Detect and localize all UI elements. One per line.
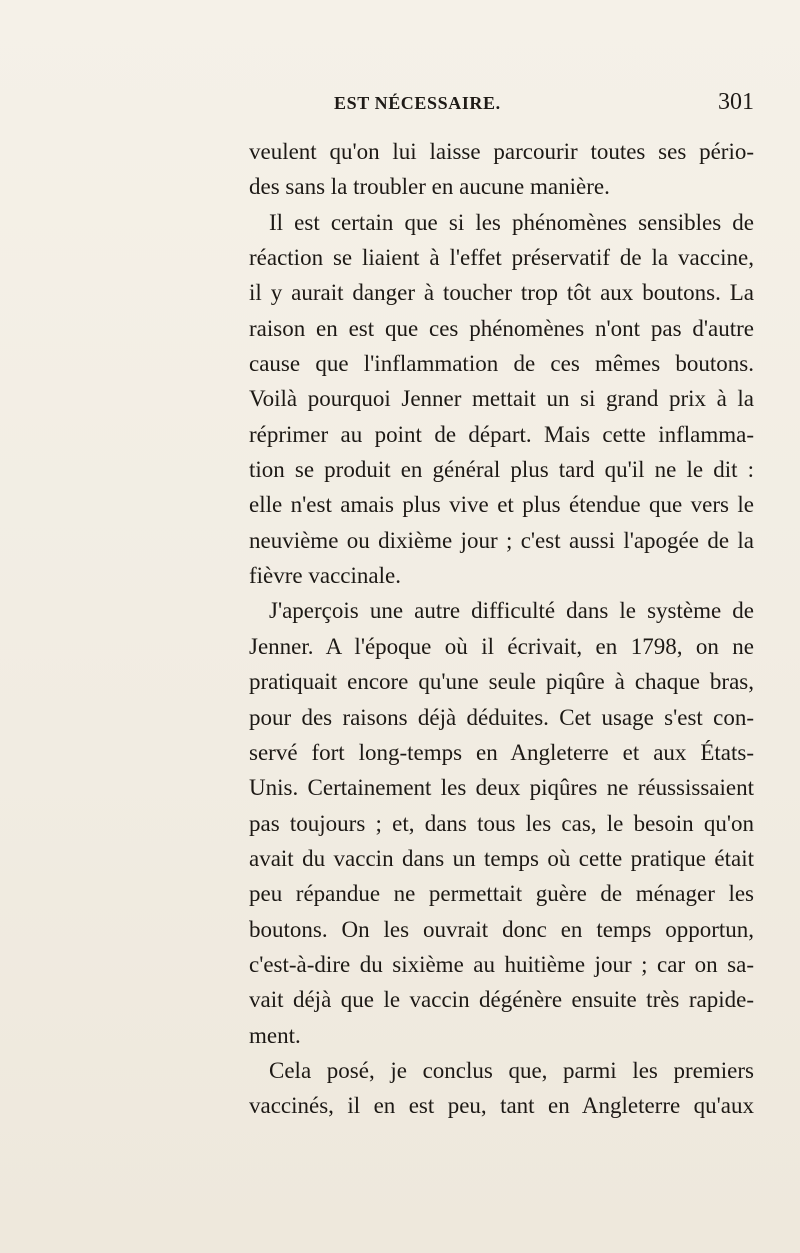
text-line: vait déjà que le vaccin dégénère ensuite très rapide-	[249, 987, 754, 1013]
text-line: tion se produit en général plus tard qu'il ne le dit :	[249, 457, 754, 483]
text-line: c'est-à-dire du sixième au huitième jour ; car on sa-	[249, 951, 754, 977]
text-line: vaccinés, il en est peu, tant en Angleterre qu'aux	[249, 1093, 754, 1119]
text-line: ment.	[249, 1022, 301, 1048]
text-line: il y aurait danger à toucher trop tôt aux boutons. La	[249, 280, 754, 306]
text-line: Il est certain que si les phénomènes sensibles de	[269, 209, 754, 235]
text-line: pour des raisons déjà déduites. Cet usage s'est con-	[249, 704, 754, 730]
body-text	[249, 134, 754, 1124]
text-line: servé fort long-temps en Angleterre et aux États-	[249, 739, 754, 765]
text-line: Unis. Certainement les deux piqûres ne réussissaient	[249, 775, 754, 801]
text-line: Voilà pourquoi Jenner mettait un si grand prix à la	[249, 386, 754, 412]
text-line: réaction se liaient à l'effet préservatif de la vaccine,	[249, 245, 754, 271]
text-line: pratiquait encore qu'une seule piqûre à chaque bras,	[249, 669, 754, 695]
text-line: Cela posé, je conclus que, parmi les premiers	[269, 1057, 754, 1083]
running-header	[250, 89, 754, 123]
text-line: J'aperçois une autre difficulté dans le système de	[269, 598, 754, 624]
text-line: boutons. On les ouvrait donc en temps opportun,	[249, 916, 754, 942]
text-line: veulent qu'on lui laisse parcourir toutes ses pério-	[249, 139, 754, 164]
text-line: pas toujours ; et, dans tous les cas, le besoin qu'on	[249, 810, 754, 836]
text-line: réprimer au point de départ. Mais cette inflamma-	[249, 421, 754, 447]
text-line: des sans la troubler en aucune manière.	[249, 174, 610, 200]
text-line: neuvième ou dixième jour ; c'est aussi l'apogée de la	[249, 527, 754, 553]
text-line: cause que l'inflammation de ces mêmes boutons.	[249, 351, 754, 377]
text-line: raison en est que ces phénomènes n'ont pas d'autre	[249, 315, 754, 341]
page-number: 301	[718, 89, 754, 115]
text-line: peu répandue ne permettait guère de ménager les	[249, 881, 754, 907]
header-title: EST NÉCESSAIRE.	[334, 93, 501, 113]
text-line: fièvre vaccinale.	[249, 563, 401, 589]
text-line: avait du vaccin dans un temps où cette pratique était	[249, 845, 754, 871]
text-line: elle n'est amais plus vive et plus étendue que vers le	[249, 492, 754, 518]
text-line: Jenner. A l'époque où il écrivait, en 1798, on ne	[249, 633, 754, 659]
